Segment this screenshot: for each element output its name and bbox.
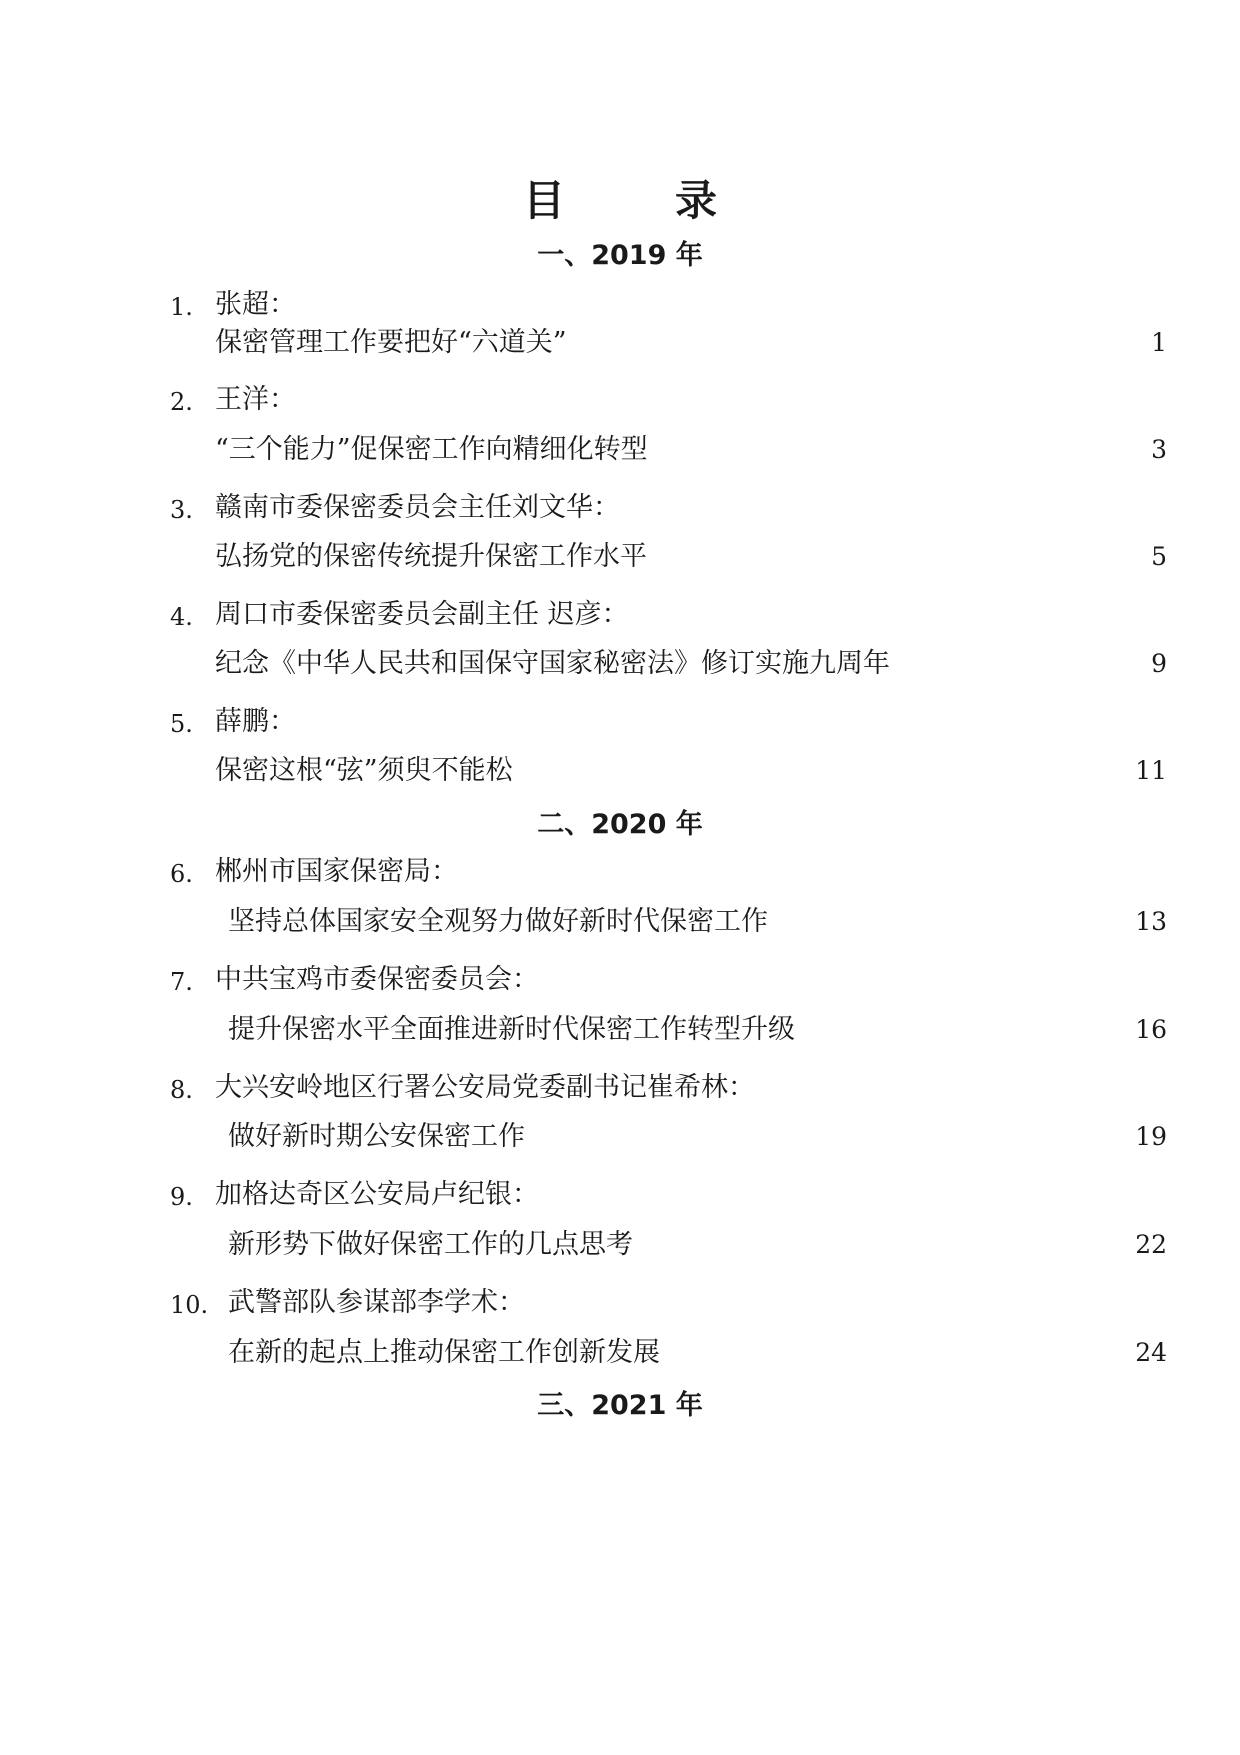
entry-author: 周口市委保密委员会副主任 迟彦： — [215, 599, 629, 630]
entry-number: 10. — [170, 1291, 209, 1319]
entry-number: 7. — [170, 968, 193, 996]
entry-page-number: 24 — [1135, 1338, 1167, 1367]
entry-page-number: 1 — [1151, 328, 1167, 357]
entry-author: 赣南市委保密委员会主任刘文华： — [215, 492, 620, 523]
entry-number: 1. — [170, 293, 193, 321]
section-heading-2021: 三、2021 年 — [537, 1390, 703, 1421]
page-title: 目 录 — [522, 176, 751, 225]
entry-article-title[interactable]: 新形势下做好保密工作的几点思考 — [228, 1229, 633, 1260]
entry-page-number: 13 — [1135, 907, 1167, 936]
entry-number: 4. — [170, 603, 193, 631]
entry-article-title[interactable]: 做好新时期公安保密工作 — [228, 1121, 525, 1152]
entry-author: 张超： — [215, 289, 296, 320]
entry-author: 郴州市国家保密局： — [215, 856, 458, 887]
entry-article-title[interactable]: 在新的起点上推动保密工作创新发展 — [228, 1337, 660, 1368]
entry-number: 8. — [170, 1076, 193, 1104]
section-heading-2020: 二、2020 年 — [537, 809, 703, 840]
entry-article-title[interactable]: “三个能力”促保密工作向精细化转型 — [215, 434, 648, 465]
entry-article-title[interactable]: 纪念《中华人民共和国保守国家秘密法》修订实施九周年 — [215, 648, 890, 679]
entry-page-number: 5 — [1151, 542, 1167, 571]
entry-number: 9. — [170, 1183, 193, 1211]
entry-article-title[interactable]: 保密管理工作要把好“六道关” — [215, 327, 567, 358]
entry-page-number: 3 — [1151, 435, 1167, 464]
entry-article-title[interactable]: 保密这根“弦”须臾不能松 — [215, 755, 513, 786]
entry-page-number: 9 — [1151, 649, 1167, 678]
entry-number: 3. — [170, 496, 193, 524]
entry-author: 王洋： — [215, 384, 296, 415]
entry-author: 中共宝鸡市委保密委员会： — [215, 964, 539, 995]
entry-number: 5. — [170, 710, 193, 738]
entry-article-title[interactable]: 坚持总体国家安全观努力做好新时代保密工作 — [228, 906, 768, 937]
entry-page-number: 19 — [1135, 1122, 1167, 1151]
entry-article-title[interactable]: 提升保密水平全面推进新时代保密工作转型升级 — [228, 1014, 795, 1045]
entry-article-title[interactable]: 弘扬党的保密传统提升保密工作水平 — [215, 541, 647, 572]
entry-page-number: 16 — [1135, 1015, 1167, 1044]
section-heading-2019: 一、2019 年 — [537, 240, 703, 271]
entry-author: 武警部队参谋部李学术： — [228, 1287, 525, 1318]
entry-number: 2. — [170, 388, 193, 416]
entry-author: 加格达奇区公安局卢纪银： — [215, 1179, 539, 1210]
entry-number: 6. — [170, 860, 193, 888]
entry-author: 大兴安岭地区行署公安局党委副书记崔希林： — [215, 1072, 755, 1103]
entry-page-number: 11 — [1135, 756, 1167, 785]
entry-author: 薛鹏： — [215, 706, 296, 737]
entry-page-number: 22 — [1135, 1230, 1167, 1259]
